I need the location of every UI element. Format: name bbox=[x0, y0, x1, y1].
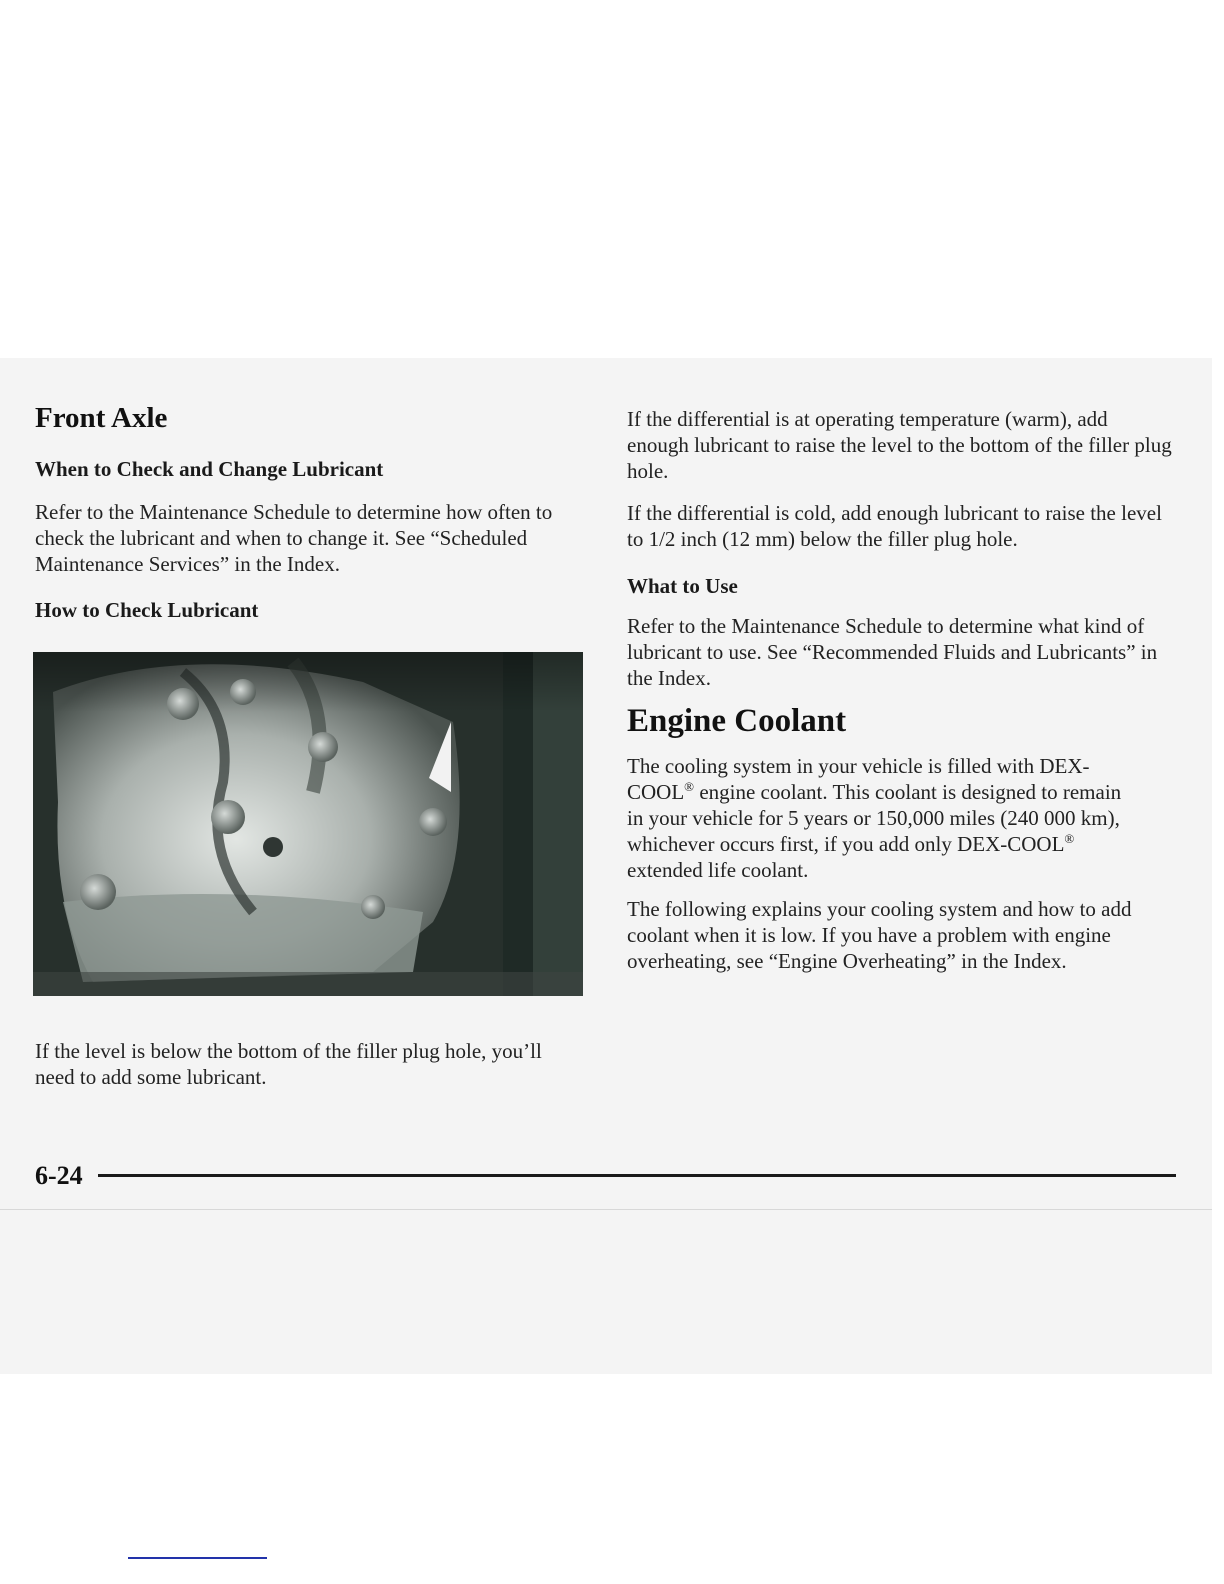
how-to-check-heading: How to Check Lubricant bbox=[35, 598, 259, 622]
bolt-icon bbox=[80, 874, 116, 910]
page-number: 6-24 bbox=[35, 1161, 83, 1190]
warm-differential-paragraph: If the differential is at operating temperature (warm), add enough lubricant to raise the level to the bottom of the filler plug hole. bbox=[627, 407, 1172, 483]
cooling-system-overview-paragraph: The following explains your cooling system and how to add coolant when it is low. If you have a problem with engine overheating, see “Engine Overheating” in the Index. bbox=[627, 897, 1132, 973]
bolt-icon bbox=[361, 895, 385, 919]
bolt-icon bbox=[211, 800, 245, 834]
cold-differential-paragraph: If the differential is cold, add enough lubricant to raise the level to 1/2 inch (12 mm) below the filler plug hole. bbox=[627, 501, 1162, 551]
coolant-text-part-1: The cooling system in your vehicle is filled with DEX-COOL bbox=[627, 754, 1090, 804]
footer-rule bbox=[98, 1174, 1176, 1177]
bolt-icon bbox=[308, 732, 338, 762]
link-underline bbox=[128, 1557, 267, 1559]
coolant-text-part-3: extended life coolant. bbox=[627, 858, 809, 882]
what-to-use-paragraph: Refer to the Maintenance Schedule to determine what kind of lubricant to use. See “Recommended Fluids and Lubricants” in the Index. bbox=[627, 614, 1158, 690]
page-edge-line bbox=[0, 1209, 1212, 1210]
add-lubricant-paragraph: If the level is below the bottom of the filler plug hole, you’ll need to add some lubricant. bbox=[35, 1039, 542, 1089]
engine-coolant-title: Engine Coolant bbox=[627, 703, 847, 739]
registered-mark-1: ® bbox=[684, 779, 695, 794]
bolt-icon bbox=[419, 808, 447, 836]
bolt-icon bbox=[167, 688, 199, 720]
what-to-use-heading: What to Use bbox=[627, 574, 738, 598]
manual-page bbox=[0, 358, 1212, 1374]
when-to-check-paragraph: Refer to the Maintenance Schedule to determine how often to check the lubricant and when to change it. See “Scheduled Maintenance Services” in the Index. bbox=[35, 500, 553, 576]
coolant-description-paragraph bbox=[627, 753, 1127, 883]
registered-mark-2: ® bbox=[1064, 831, 1075, 846]
filler-plug-icon bbox=[263, 837, 283, 857]
when-to-check-heading: When to Check and Change Lubricant bbox=[35, 457, 384, 481]
bolt-icon bbox=[230, 679, 256, 705]
front-axle-title: Front Axle bbox=[35, 402, 168, 434]
coolant-text-part-2: engine coolant. This coolant is designed to remain in your vehicle for 5 years or 150,000 miles (240 000 km), whichever occurs first, if you add only DEX-COOL bbox=[627, 780, 1122, 856]
front-axle-housing-photo bbox=[33, 652, 583, 996]
axle-photo-illustration bbox=[33, 652, 583, 996]
